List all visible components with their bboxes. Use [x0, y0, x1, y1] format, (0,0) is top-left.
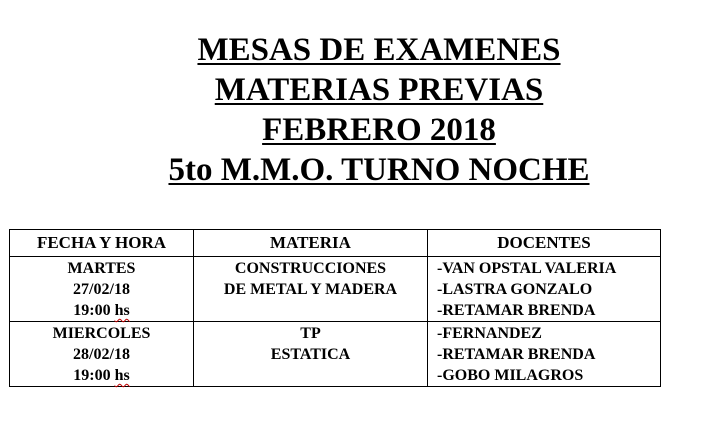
header-materia: MATERIA — [194, 230, 428, 257]
docente-name: -GOBO MILAGROS — [437, 367, 584, 384]
materia-line: TP — [300, 325, 321, 342]
title-line-2: MATERIAS PREVIAS — [214, 72, 544, 108]
exam-time — [10, 365, 193, 386]
materia-line: DE METAL Y MADERA — [223, 281, 398, 298]
materia-cell — [194, 322, 428, 387]
title-line-3: FEBRERO 2018 — [262, 112, 496, 148]
exam-time-value: 19:00 — [73, 367, 111, 384]
table-header-row — [10, 230, 661, 257]
title-line-4: 5to M.M.O. TURNO NOCHE — [168, 152, 590, 188]
header-docentes: DOCENTES — [428, 230, 661, 257]
exam-time-unit: hs — [114, 302, 130, 319]
exam-time — [10, 300, 193, 321]
docente-name: -FERNANDEZ — [437, 325, 542, 342]
docente-name: -RETAMAR BRENDA — [437, 302, 596, 319]
docentes-cell — [428, 257, 661, 322]
exam-day: MIERCOLES — [52, 325, 151, 342]
materia-cell — [194, 257, 428, 322]
exam-date: 28/02/18 — [73, 346, 130, 363]
table-row — [10, 322, 661, 387]
docentes-cell — [428, 322, 661, 387]
exam-schedule-table — [9, 229, 661, 387]
exam-time-value: 19:00 — [73, 302, 111, 319]
fecha-hora-cell — [10, 322, 194, 387]
docente-name: -VAN OPSTAL VALERIA — [437, 260, 617, 277]
materia-line: ESTATICA — [270, 346, 351, 363]
title-line-1: MESAS DE EXAMENES — [197, 32, 561, 68]
exam-day: MARTES — [67, 260, 136, 277]
docente-name: -RETAMAR BRENDA — [437, 346, 596, 363]
fecha-hora-cell — [10, 257, 194, 322]
materia-line: CONSTRUCCIONES — [234, 260, 387, 277]
document-title — [0, 30, 715, 190]
table-row — [10, 257, 661, 322]
docente-name: -LASTRA GONZALO — [437, 281, 593, 298]
exam-time-unit: hs — [114, 367, 130, 384]
header-fecha-hora: FECHA Y HORA — [10, 230, 194, 257]
exam-date: 27/02/18 — [73, 281, 130, 298]
